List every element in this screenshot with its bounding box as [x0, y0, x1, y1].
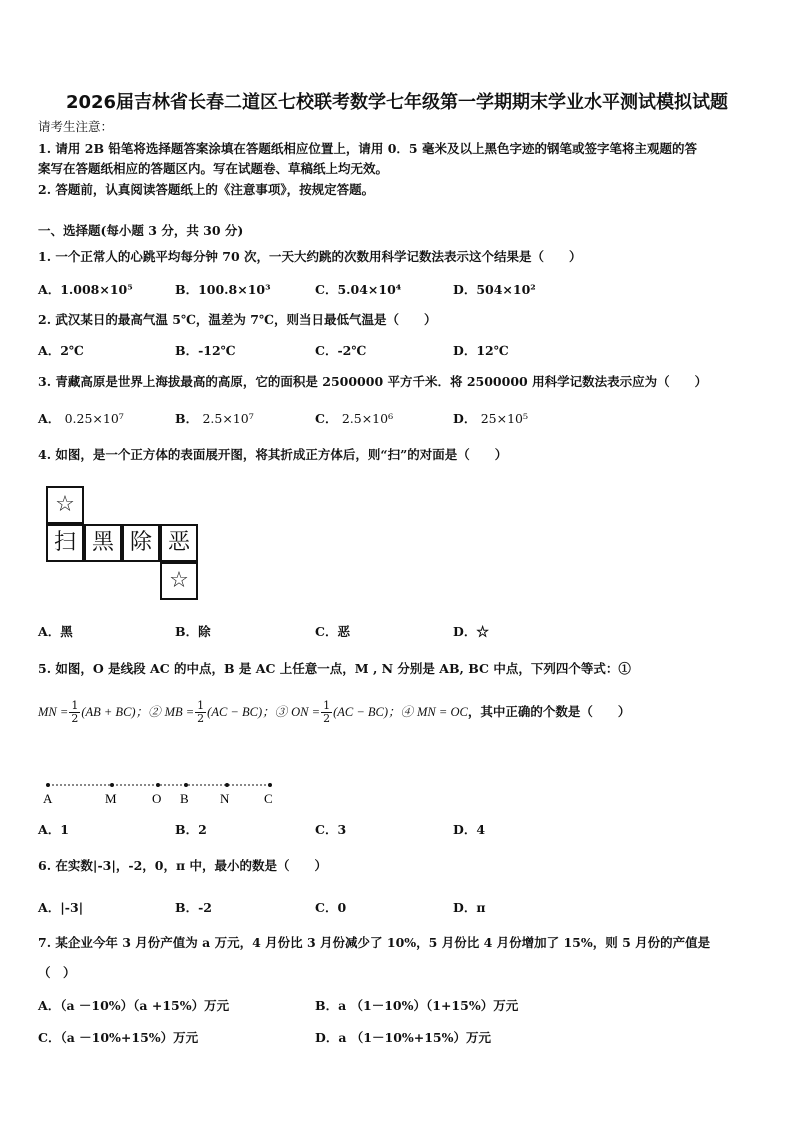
q4-option-c[interactable]: C．恶	[315, 624, 350, 639]
q2-option-a[interactable]: A．2℃	[38, 343, 84, 358]
notice-item-2: 2. 答题前，认真阅读答题纸上的《注意事项》，按规定答题。	[38, 182, 375, 197]
q2-option-c[interactable]: C．-2℃	[315, 343, 367, 358]
q5-option-a[interactable]: A．1	[38, 822, 69, 837]
net-cell-sao: 扫	[46, 524, 84, 562]
q5-option-b[interactable]: B．2	[175, 822, 207, 837]
q6-option-a[interactable]: A．|-3|	[38, 900, 84, 915]
q2-option-d[interactable]: D．12℃	[453, 343, 509, 358]
question-4-stem: 4. 如图，是一个正方体的表面展开图，将其折成正方体后，则“扫”的对面是（ ）	[38, 447, 508, 462]
net-cell-hei: 黑	[84, 524, 122, 562]
q1-option-d[interactable]: D．504×10²	[453, 282, 536, 297]
point-label-a: A	[43, 791, 53, 806]
q4-option-d[interactable]: D．☆	[453, 624, 489, 639]
q5-option-d[interactable]: D．4	[453, 822, 486, 837]
q6-option-c[interactable]: C．0	[315, 900, 347, 915]
question-7-stem-b: （ ）	[38, 965, 76, 980]
q7-option-b[interactable]: B．a （1－10%）（1+15%）万元	[315, 998, 519, 1013]
net-cell-star-bottom: ☆	[160, 562, 198, 600]
point-label-n: N	[220, 791, 230, 806]
q6-option-d[interactable]: D．π	[453, 900, 486, 915]
notice-heading: 请考生注意：	[38, 119, 114, 134]
point-label-m: M	[105, 791, 117, 806]
question-3-stem: 3. 青藏高原是世界上海拔最高的高原，它的面积是 2500000 平方千米．将 2500000 用科学记数法表示应为（ ）	[38, 374, 708, 389]
question-2-stem: 2. 武汉某日的最高气温 5℃，温差为 7℃，则当日最低气温是（ ）	[38, 312, 437, 327]
q7-option-a[interactable]: A．（a －10%）（a +15%）万元	[38, 998, 230, 1013]
q7-option-c[interactable]: C．（a －10%+15%）万元	[38, 1030, 199, 1045]
q6-option-b[interactable]: B．-2	[175, 900, 212, 915]
question-7-stem-a: 7. 某企业今年 3 月份产值为 a 万元，4 月份比 3 月份减少了 10%，5 月份比 4 月份增加了 15%，则 5 月份的产值是	[38, 935, 711, 950]
q3-option-a[interactable]: A． 0.25×10⁷	[38, 411, 124, 426]
q4-option-b[interactable]: B．除	[175, 624, 211, 639]
q3-option-b[interactable]: B． 2.5×10⁷	[175, 411, 254, 426]
point-label-b: B	[180, 791, 189, 806]
q2-option-b[interactable]: B．-12℃	[175, 343, 236, 358]
notice-item-1a: 1. 请用 2B 铅笔将选择题答案涂填在答题纸相应位置上，请用 0．5 毫米及以上黑色字迹的钢笔或签字笔将主观题的答	[38, 141, 697, 156]
question-5-stem: 5. 如图，O 是线段 AC 的中点，B 是 AC 上任意一点，M , N 分别是 AB, BC 中点，下列四个等式：①	[38, 661, 631, 676]
point-label-c: C	[264, 791, 273, 806]
question-1-stem: 1. 一个正常人的心跳平均每分钟 70 次，一天大约跳的次数用科学记数法表示这个结果是（ ）	[38, 249, 582, 264]
notice-item-1b: 案写在答题纸相应的答题区内。写在试题卷、草稿纸上均无效。	[38, 161, 389, 176]
net-cell-star-top: ☆	[46, 486, 84, 524]
q1-option-b[interactable]: B．100.8×10³	[175, 282, 271, 297]
q7-option-d[interactable]: D．a （1－10%+15%）万元	[315, 1030, 492, 1045]
q4-option-a[interactable]: A．黑	[38, 624, 73, 639]
q3-option-c[interactable]: C． 2.5×10⁶	[315, 411, 394, 426]
section-heading: 一、选择题(每小题 3 分，共 30 分)	[38, 223, 244, 238]
q3-option-d[interactable]: D． 25×10⁵	[453, 411, 528, 426]
net-cell-e: 恶	[160, 524, 198, 562]
question-5-equations: MN = $\frac{1}{2}$ (AB + BC)；② MB = $\frac{1}{2}$ (AC − BC)；③ ON = $\frac{1}{2}$ (AC − BC)；④ MN = OC，其中正确的个数是（ ）	[38, 699, 631, 725]
question-6-stem: 6. 在实数|-3|，-2，0，π 中，最小的数是（ ）	[38, 858, 327, 873]
q1-option-a[interactable]: A．1.008×10⁵	[38, 282, 133, 297]
point-label-o: O	[152, 791, 162, 806]
q5-option-c[interactable]: C．3	[315, 822, 347, 837]
segment-figure	[43, 782, 286, 808]
page-title: 2026届吉林省长春二道区七校联考数学七年级第一学期期末学业水平测试模拟试题	[65, 92, 729, 113]
q1-option-c[interactable]: C．5.04×10⁴	[315, 282, 402, 297]
net-cell-chu: 除	[122, 524, 160, 562]
